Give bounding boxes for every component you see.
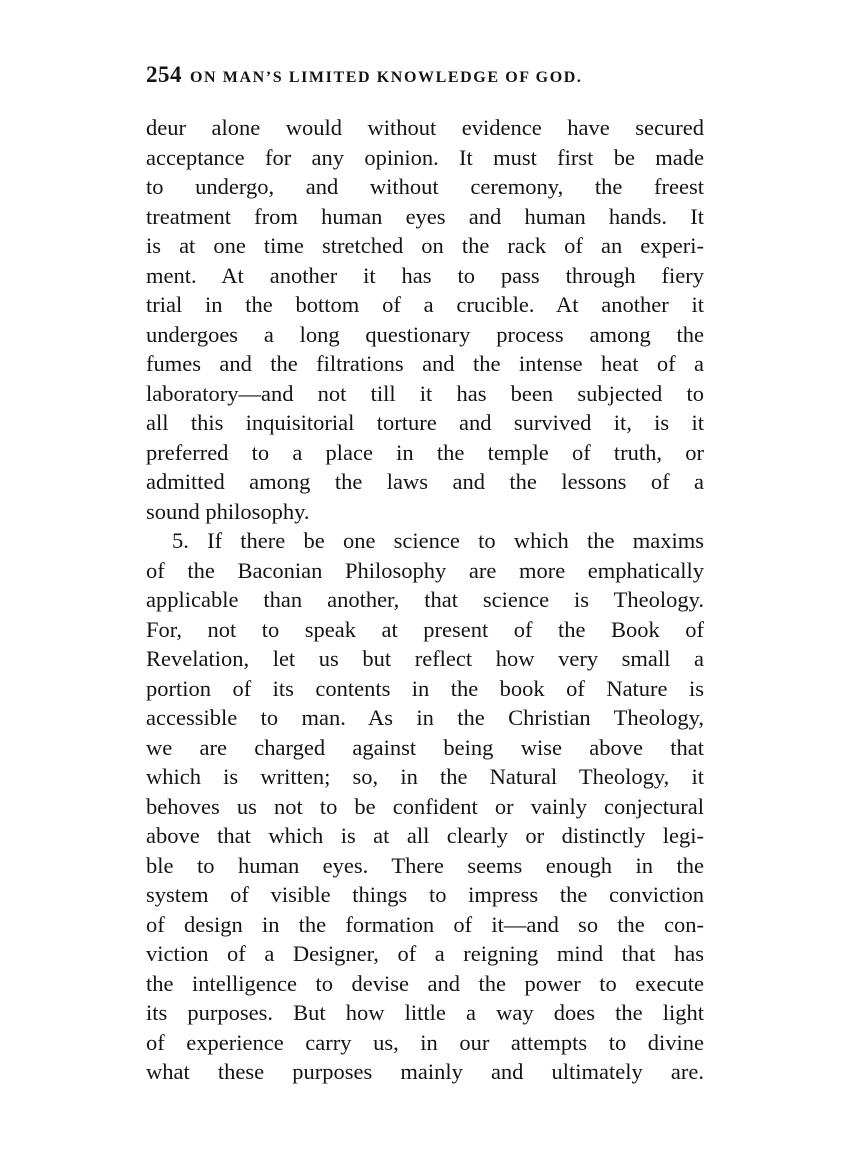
text-line: its purposes. But how little a way does the light [146,1000,704,1025]
text-line: portion of its contents in the book of Nature is [146,675,704,701]
text-line: deur alone would without evidence have secured [146,115,704,140]
text-line: of design in the formation of it—and so the con- [146,911,704,937]
text-line: fumes and the filtrations and the intense heat of a [146,351,704,376]
running-head [146,62,706,90]
text-line: viction of a Designer, of a reigning mind that has [146,941,704,966]
body-text [146,113,704,1087]
text-line: admitted among the laws and the lessons of a [146,469,704,494]
paragraph-start-line: 5. If there be one science to which the maxims [172,528,704,553]
text-line: accessible to man. As in the Christian Theology, [146,705,704,730]
text-line: sound philosophy. [146,498,310,524]
page-number: 254 [146,62,182,87]
text-line: the intelligence to devise and the power to execute [146,970,704,996]
text-line: we are charged against being wise above that [146,734,704,760]
text-line: all this inquisitorial torture and survived it, is it [146,410,704,435]
running-title: ON MAN’S LIMITED KNOWLEDGE OF GOD. [190,69,583,86]
text-line: Revelation, let us but reflect how very small a [146,646,704,671]
text-line: above that which is at all clearly or distinctly legi- [146,823,704,848]
text-line: is at one time stretched on the rack of an experi- [146,233,704,258]
text-line: trial in the bottom of a crucible. At another it [146,292,704,317]
text-line: of experience carry us, in our attempts to divine [146,1029,704,1055]
text-line: applicable than another, that science is Theology. [146,587,704,612]
text-line: system of visible things to impress the conviction [146,882,704,907]
text-line: For, not to speak at present of the Book of [146,616,704,642]
text-line: ble to human eyes. There seems enough in the [146,852,704,878]
text-line: undergoes a long questionary process among the [146,321,704,347]
text-line: treatment from human eyes and human hands. It [146,203,704,229]
text-line: of the Baconian Philosophy are more emphatically [146,557,704,583]
text-line: which is written; so, in the Natural Theology, it [146,764,704,789]
text-line: to undergo, and without ceremony, the freest [146,174,704,199]
text-line: what these purposes mainly and ultimately are. [146,1059,704,1084]
text-line: behoves us not to be confident or vainly conjectural [146,793,704,819]
text-line: ment. At another it has to pass through fiery [146,262,704,288]
text-line: laboratory—and not till it has been subjected to [146,380,704,406]
text-line: acceptance for any opinion. It must first be made [146,144,704,170]
text-line: preferred to a place in the temple of truth, or [146,439,704,465]
